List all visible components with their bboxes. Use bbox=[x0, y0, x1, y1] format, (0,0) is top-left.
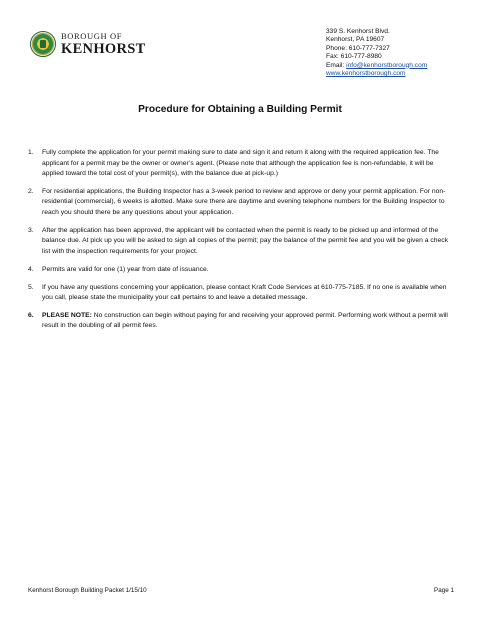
logo-wordmark bbox=[61, 32, 146, 56]
email-link[interactable]: info@kenhorstborough.com bbox=[346, 61, 428, 69]
list-item bbox=[28, 283, 456, 304]
step-text: Fully complete the application for your permit making sure to date and sign it and return it along with the required application fee. The applicant for a permit may be the owner or owner’s agent. (Please note that although the application fee is non-refundable, it will be applied toward the total cost of your permit(s), with the balance due at pick-up.) bbox=[42, 149, 439, 177]
step-text-wrapper bbox=[42, 311, 456, 332]
phone-number: Phone: 610-777-7327 bbox=[326, 44, 390, 52]
website-link[interactable]: www.kenhorstborough.com bbox=[326, 70, 406, 78]
email-label: Email: bbox=[326, 61, 347, 69]
page-title: Procedure for Obtaining a Building Permit bbox=[138, 104, 342, 115]
list-item bbox=[28, 148, 456, 180]
step-number: 1. bbox=[28, 149, 34, 156]
step-number: 3. bbox=[28, 226, 34, 234]
footer-document-id: Kenhorst Borough Building Packet 1/15/10 bbox=[28, 587, 147, 594]
step-text: Permits are valid for one (1) year from date of issuance. bbox=[42, 265, 209, 273]
address-block bbox=[326, 28, 427, 78]
step-text: If you have any questions concerning your application, please contact Kraft Code Services at 610-775-7185. If no one is available when you call, please state the municipality your call pertains to and leave a detailed message. bbox=[42, 283, 447, 302]
borough-logo bbox=[30, 31, 146, 57]
step-text: For residential applications, the Building Inspector has a 3-week period to review and approve or deny your permit application. For non-residential (commercial), 6 weeks is allotted. Make sure there are daytime and evening telephone numbers for the Building Inspector to reach you should there be any questions about your application. bbox=[42, 187, 446, 216]
step-number: 5. bbox=[28, 283, 34, 291]
step-number: 4. bbox=[28, 265, 34, 273]
list-item bbox=[28, 265, 456, 276]
borough-seal-icon bbox=[30, 31, 56, 57]
address-city: Kenhorst, PA 19607 bbox=[326, 36, 385, 44]
fax-number: Fax: 610-777-8980 bbox=[326, 53, 382, 61]
list-item bbox=[28, 226, 456, 258]
step-number: 2. bbox=[28, 187, 34, 195]
address-street: 339 S. Kenhorst Blvd. bbox=[326, 28, 390, 35]
logo-name-text: KENHORST bbox=[61, 40, 146, 57]
procedure-list bbox=[28, 148, 456, 339]
website-line bbox=[326, 70, 427, 78]
logo-top-text: BOROUGH OF bbox=[61, 31, 123, 41]
list-item bbox=[28, 187, 456, 219]
step-text: No construction can begin without paying for and receiving your approved permit. Performing work without a permit will result in the doubling of all permit fees. bbox=[42, 311, 448, 330]
step-text: After the application has been approved, the applicant will be contacted when the permit is ready to be picked up and informed of the balance due. At pick up you will be asked to sign all copies of the permit; pay the balance of the permit fee and you will be given a check list with the inspection requirements for your project. bbox=[42, 226, 448, 255]
note-lead: PLEASE NOTE: bbox=[42, 311, 92, 319]
list-item bbox=[28, 311, 456, 332]
step-number: 6. bbox=[28, 311, 34, 319]
email-line bbox=[326, 62, 427, 70]
footer-page-number: Page 1 bbox=[434, 587, 454, 594]
